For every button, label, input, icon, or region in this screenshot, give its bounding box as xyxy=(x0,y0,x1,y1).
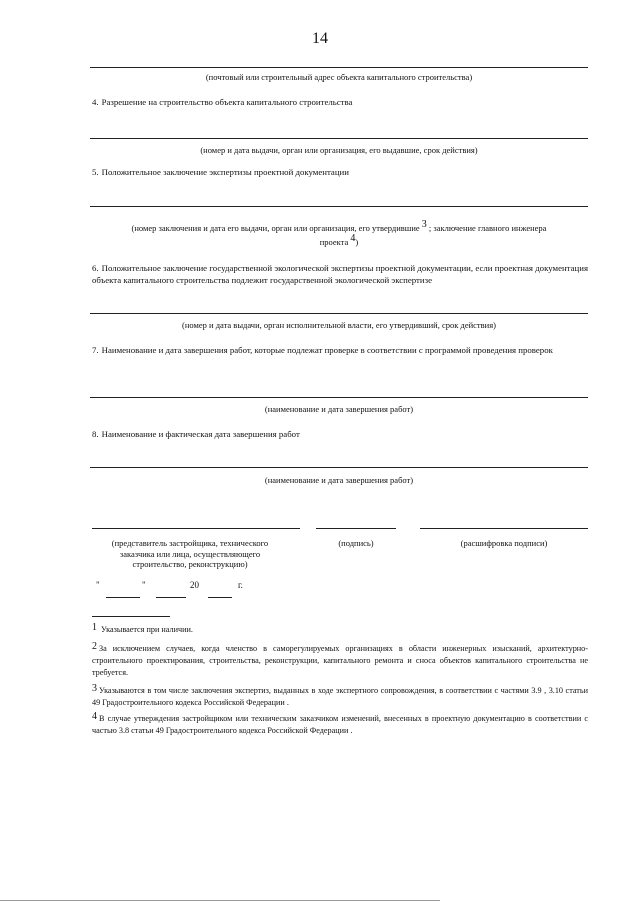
address-caption: (почтовый или строительный адрес объекта капитального строительства) xyxy=(205,72,473,82)
footnote-2-text: За исключением случаев, когда членство в саморегулируемых организациях в области инженерных изысканий, архитектурно-строительного проектирования, строительства, реконструкции, капитального ремонта и сноса объектов капитального строительства не требуется. xyxy=(92,644,588,677)
expertise-caption-part2: ; заключение главного инженера xyxy=(428,222,547,233)
decode-caption: (расшифровка подписи) xyxy=(460,538,548,548)
date-year-line xyxy=(208,597,232,598)
footnote-4-text: В случае утверждения застройщиком или техническим заказчиком изменений, внесенных в проектную документацию в соответствии с частью 3.8 статьи 49 Градостроительного кодекса Российской Федерации . xyxy=(92,714,588,735)
signature-caption: (подпись) xyxy=(338,538,374,548)
expertise-caption xyxy=(90,219,588,248)
item-7-number: 7. xyxy=(92,345,99,355)
footnote-1 xyxy=(92,621,588,636)
item-5-text: Положительное заключение экспертизы проектной документации xyxy=(101,167,349,177)
decode-line xyxy=(420,528,588,529)
item-4-number: 4. xyxy=(92,97,99,107)
footnote-ref-3: 3 xyxy=(421,219,427,230)
footnote-1-text: Указывается при наличии. xyxy=(101,625,193,634)
footnote-3-text: Указываются в том числе заключения экспертиз, выданных в ходе экспертного сопровождения, в соответствии с частями 3.9 , 3.10 статьи 49 Градостроительного кодекса Российской Федерации . xyxy=(92,686,588,707)
date-month-line xyxy=(156,597,186,598)
item-4-text: Разрешение на строительство объекта капитального строительства xyxy=(101,97,353,107)
footnote-separator xyxy=(92,616,170,617)
item-8 xyxy=(92,429,588,441)
permit-caption: (номер и дата выдачи, орган или организация, его выдавшие, срок действия) xyxy=(200,145,478,155)
expertise-caption-part1: (номер заключения и дата его выдачи, орган или организация, его утвердившие xyxy=(131,222,420,233)
item-8-text: Наименование и фактическая дата завершения работ xyxy=(101,429,300,439)
item-5 xyxy=(92,167,588,179)
permit-line xyxy=(90,138,588,139)
item-4 xyxy=(92,97,588,109)
item-6-text: Положительное заключение государственной экологической экспертизы проектной документации, если проектная документация объекта капитального строительства подлежит государственной экологической экспертизе xyxy=(92,263,588,285)
footnote-1-mark: 1 xyxy=(92,622,97,633)
date-quote-open: " xyxy=(96,580,100,590)
address-line xyxy=(90,67,588,68)
scan-bottom-edge xyxy=(0,900,440,901)
representative-line xyxy=(92,528,300,529)
footnote-4 xyxy=(92,710,588,737)
works2-caption: (наименование и дата завершения работ) xyxy=(264,475,414,485)
date-year-prefix: 20 xyxy=(190,580,199,590)
date-year-suffix: г. xyxy=(238,580,243,590)
footnote-4-mark: 4 xyxy=(92,711,97,722)
eco-line xyxy=(90,313,588,314)
footnote-3 xyxy=(92,682,588,709)
works-line xyxy=(90,397,588,398)
item-7 xyxy=(92,345,588,357)
eco-caption: (номер и дата выдачи, орган исполнительной власти, его утвердивший, срок действия) xyxy=(182,320,496,330)
date-day-line xyxy=(106,597,140,598)
expertise-caption-close: ) xyxy=(355,237,359,248)
item-6-number: 6. xyxy=(92,263,99,273)
item-5-number: 5. xyxy=(92,167,99,177)
signature-line xyxy=(316,528,396,529)
expertise-caption-part3: проекта xyxy=(319,237,349,248)
date-quote-close: " xyxy=(142,580,146,590)
item-6 xyxy=(92,263,588,287)
footnote-ref-4: 4 xyxy=(350,233,356,245)
item-8-number: 8. xyxy=(92,429,99,439)
works2-line xyxy=(90,467,588,468)
expertise-line xyxy=(90,206,588,207)
footnote-3-mark: 3 xyxy=(92,683,97,694)
item-7-text: Наименование и дата завершения работ, которые подлежат проверке в соответствии с программой проведения проверок xyxy=(101,345,553,355)
footnote-2 xyxy=(92,640,588,679)
footnote-2-mark: 2 xyxy=(92,641,97,652)
representative-caption: (представитель застройщика, технического заказчика или лица, осуществляющего строительство, реконструкцию) xyxy=(111,538,269,570)
works-caption: (наименование и дата завершения работ) xyxy=(264,404,414,414)
page-number: 14 xyxy=(312,30,328,47)
